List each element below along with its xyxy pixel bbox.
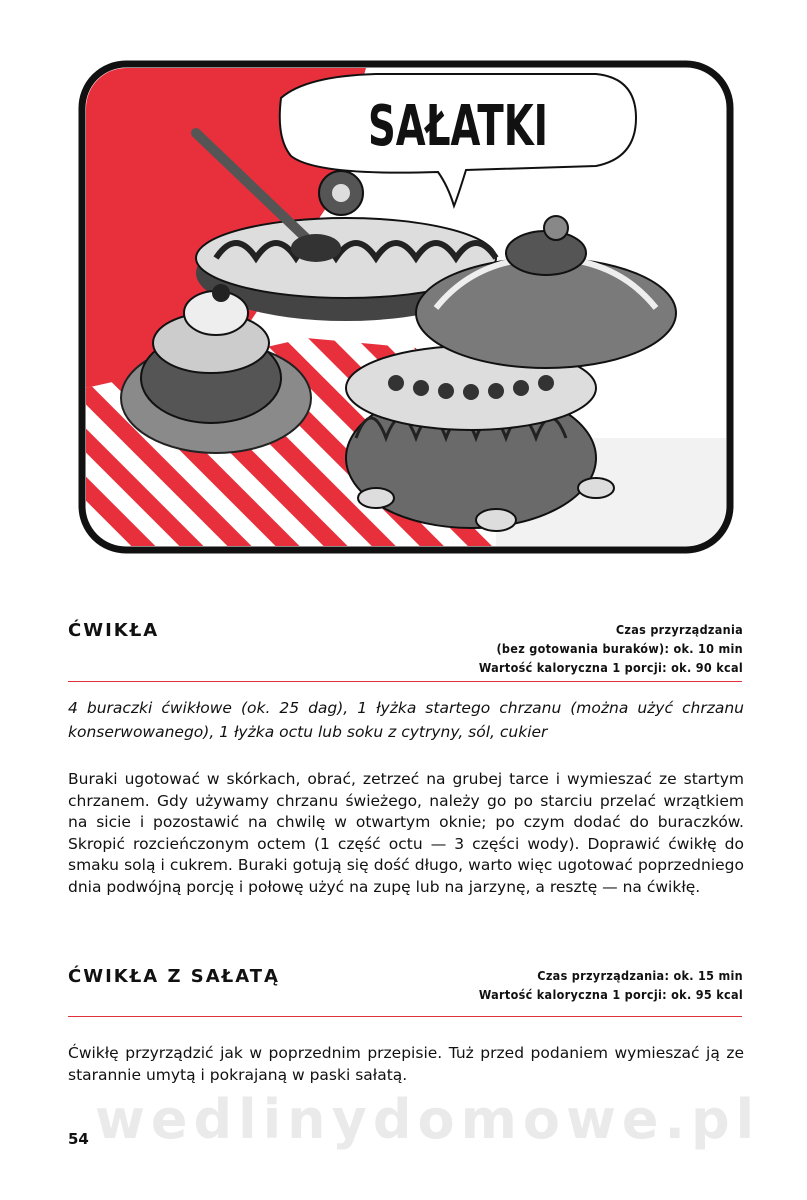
section-divider: [68, 681, 742, 682]
recipe-instructions: Buraki ugotować w skórkach, obrać, zetrzeć na grubej tarce i wymieszać ze startym chrzanem. Gdy używamy chrzanu świeżego, należy go po starciu przelać wrzątkiem na sicie i pozostawić na chwilę w otwartym oknie; po czym dodać do buraczków. Skropić rozcieńczonym octem (1 część octu — 3 części wody). Doprawić ćwikłę do smaku solą i cukrem. Buraki gotują się dość długo, warto więc ugotować poprzedniego dnia podwójną porcję i połowę użyć na zupę lub na jarzynę, a resztę — na ćwikłę.: [68, 770, 744, 896]
recipe-meta: [479, 966, 743, 1004]
chapter-title: SAŁATKI: [368, 94, 548, 159]
ingredients-list: 4 buraczki ćwikłowe (ok. 25 dag), 1 łyżka startego chrzanu (można użyć chrzanu konserwowanego), 1 łyżka octu lub soku z cytryny, sól, cukier: [68, 699, 744, 741]
recipe-title: ĆWIKŁA Z SAŁATĄ: [68, 966, 280, 987]
calorie-value: Wartość kaloryczna 1 porcji: ok. 95 kcal: [478, 987, 743, 1002]
recipe-instructions: Ćwikłę przyrządzić jak w poprzednim przepisie. Tuż przed podaniem wymieszać ją ze starannie umytą i pokrajaną w paski sałatą.: [68, 1044, 744, 1084]
page-number: 54: [68, 1130, 89, 1148]
section-divider: [68, 1016, 742, 1017]
calorie-value: Wartość kaloryczna 1 porcji: ok. 90 kcal: [478, 660, 743, 675]
prep-time-label: Czas przyrządzania: ok. 15 min: [537, 968, 743, 983]
prep-time-note: (bez gotowania buraków): ok. 10 min: [496, 641, 743, 656]
salads-illustration: [76, 58, 736, 556]
recipe-meta: [479, 620, 743, 677]
recipe-title: ĆWIKŁA: [68, 620, 160, 641]
watermark: wedlinydomowe.pl: [95, 1088, 761, 1151]
prep-time-label: Czas przyrządzania: [615, 622, 743, 637]
